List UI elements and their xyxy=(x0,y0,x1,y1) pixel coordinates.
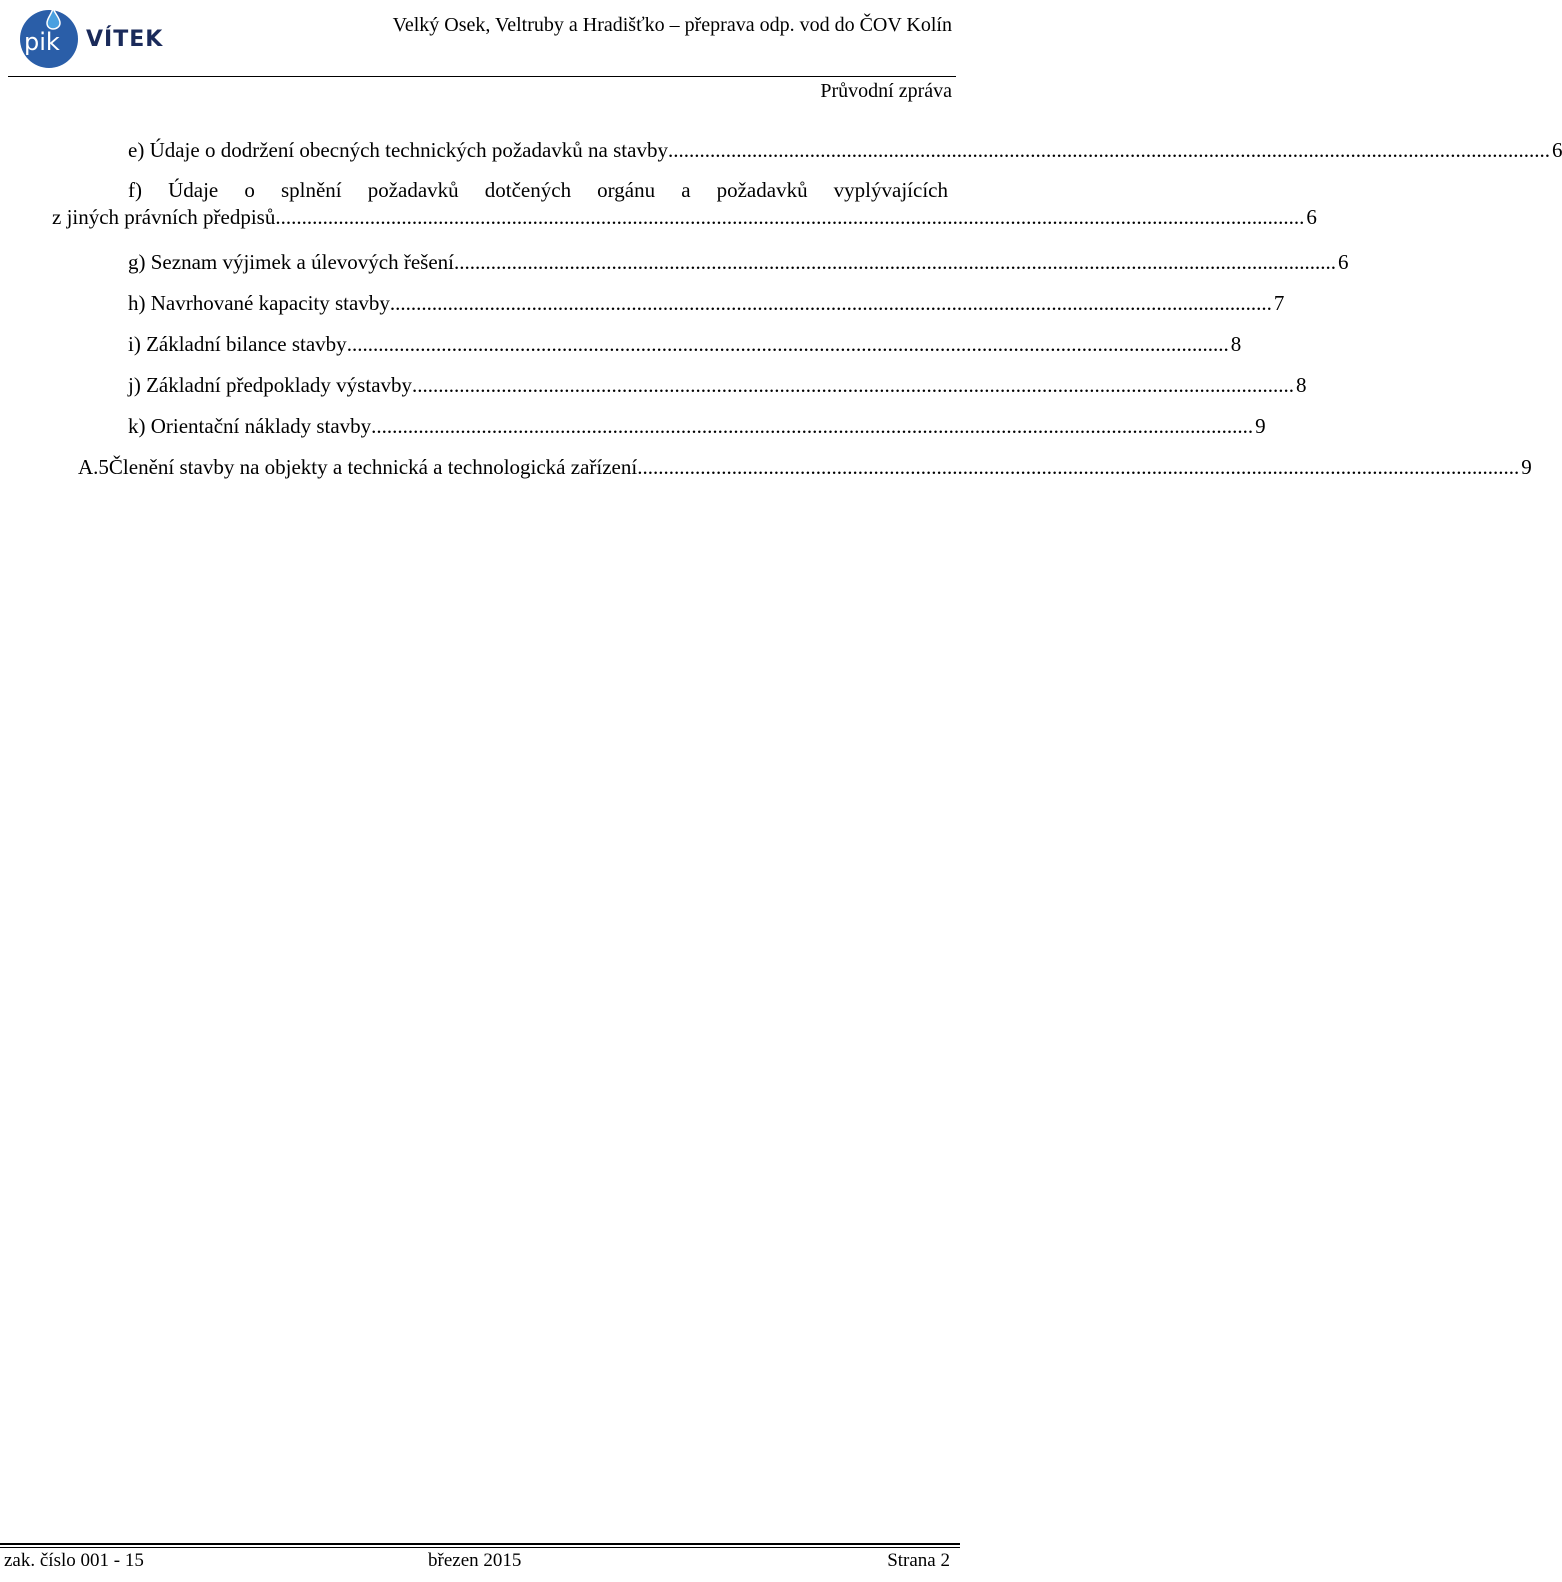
toc-leader-dots: ........................................................................................................................................................................ xyxy=(346,332,1229,356)
toc-entry-title: e) Údaje o dodržení obecných technických požadavků na stavby xyxy=(128,138,668,162)
toc-entry-word: Údaje xyxy=(168,178,219,202)
toc-entry-page: 8 xyxy=(1230,332,1242,356)
page-footer xyxy=(0,1548,960,1578)
toc-entry-word: o xyxy=(244,178,255,202)
toc-entry-page: 8 xyxy=(1296,373,1307,397)
toc-leader-dots: ........................................................................................................................................................................ xyxy=(667,138,1550,162)
toc-entry-word: splnění xyxy=(280,178,342,202)
toc-entry-word: dotčených xyxy=(484,178,572,202)
toc-entry-page: 9 xyxy=(1255,414,1266,438)
document-type: Průvodní zpráva xyxy=(820,80,952,102)
toc-entry-word: požadavků xyxy=(367,178,459,202)
toc-entry-page: 7 xyxy=(1273,291,1285,315)
toc-leader-dots: ........................................................................................................................................................................ xyxy=(371,414,1254,438)
logo-text: VÍTEK xyxy=(86,27,164,52)
footer-job-number: zak. číslo 001 - 15 xyxy=(4,1550,144,1571)
toc-entry-number: A.5 xyxy=(78,455,109,479)
footer-rule xyxy=(0,1543,960,1545)
toc-entry-title: h) Navrhované kapacity stavby xyxy=(128,291,390,315)
toc-entry-title: Členění stavby na objekty a technická a technologická zařízení xyxy=(108,455,638,479)
footer-page-number: Strana 2 xyxy=(887,1550,950,1571)
toc-entry-title: i) Základní bilance stavby xyxy=(128,332,347,356)
toc-leader-dots: .................................................................................................................................................................................................... xyxy=(275,205,1305,229)
toc-entry-i[interactable] xyxy=(128,330,1242,358)
toc-entry-g[interactable] xyxy=(128,248,1349,276)
toc-entry-page: 6 xyxy=(1551,138,1562,162)
toc-leader-dots: ........................................................................................................................................................................ xyxy=(412,373,1295,397)
toc-entry-title: g) Seznam výjimek a úlevových řešení xyxy=(128,250,454,274)
toc-leader-dots: ........................................................................................................................................................................ xyxy=(389,291,1272,315)
toc-entry-h[interactable] xyxy=(128,289,1285,317)
toc-entry-word: požadavků xyxy=(716,178,808,202)
toc-entry-page: 6 xyxy=(1306,205,1317,229)
toc-entry-e[interactable] xyxy=(128,136,1562,164)
document-header-title: Velký Osek, Veltruby a Hradišťko – přeprava odp. vod do ČOV Kolín xyxy=(392,14,952,36)
toc-entry-f-line1[interactable] xyxy=(128,176,948,204)
company-logo xyxy=(18,6,178,70)
toc-entry-page: 6 xyxy=(1337,250,1349,274)
toc-entry-f[interactable] xyxy=(52,203,1317,231)
toc-entry-title: j) Základní předpoklady výstavby xyxy=(128,373,413,397)
toc-entry-word: vyplývajících xyxy=(833,178,948,202)
toc-entry-word: orgánu xyxy=(597,178,656,202)
toc-entry-page: 9 xyxy=(1521,455,1532,479)
toc-entry-title: z jiných právních předpisů xyxy=(52,205,276,229)
toc-entry-word: f) xyxy=(128,178,142,202)
toc-entry-title: k) Orientační náklady stavby xyxy=(128,414,372,438)
footer-date: březen 2015 xyxy=(428,1550,522,1571)
toc-leader-dots: ........................................................................................................................................................................ xyxy=(453,250,1336,274)
toc-leader-dots: ........................................................................................................................................................................ xyxy=(637,455,1520,479)
header-rule xyxy=(8,76,956,77)
toc-entry-word: a xyxy=(681,178,691,202)
toc-entry-k[interactable] xyxy=(128,412,1266,440)
toc-entry-j[interactable] xyxy=(128,371,1307,399)
logo-mark: pik xyxy=(24,28,60,56)
toc-entry-a5[interactable] xyxy=(78,453,1532,481)
